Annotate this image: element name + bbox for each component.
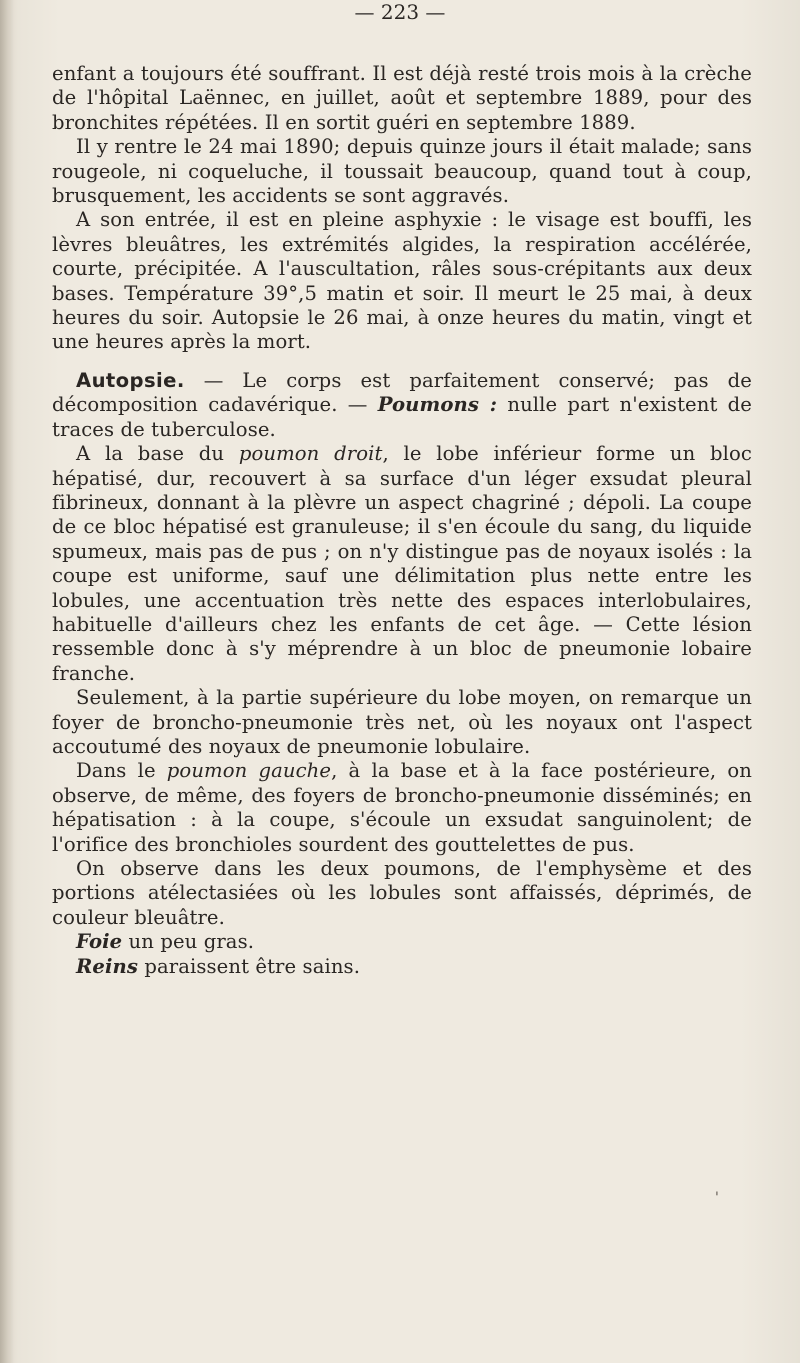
poumon-gauche-lead: Dans le (76, 759, 167, 783)
poumon-droit-paragraph (52, 442, 752, 686)
autopsy-text-1: — Le corps est parfaitement conservé; pas de décomposition cadavérique. — (52, 368, 752, 417)
reins-label: Reins (76, 954, 138, 978)
poumon-gauche-text: , à la base et à la face postérieure, on observe, de même, des foyers de broncho-pneumonie disséminés; en hépatisation : à la coupe, s'écoule un exsudat sanguinolent; de l'orifice des bronchioles sourdent des gouttelettes de pus. (52, 759, 752, 856)
body-text (52, 62, 752, 979)
foie-text: un peu gras. (122, 930, 255, 954)
paragraph-3: A son entrée, il est en pleine asphyxie : le visage est bouffi, les lèvres bleuâtres, les extrémités algides, la respiration accélérée, courte, précipitée. A l'auscultation, râles sous-crépitants aux deux bases. Température 39°,5 matin et soir. Il meurt le 25 mai, à deux heures du soir. Autopsie le 26 mai, à onze heures du matin, vingt et une heures après la mort. (52, 208, 752, 354)
foie-paragraph (52, 930, 752, 954)
stray-mark: ' (715, 1190, 719, 1206)
poumon-gauche-paragraph (52, 759, 752, 857)
poumon-droit-text: , le lobe inférieur forme un bloc hépatisé, dur, recouvert à sa surface d'un léger exsudat pleural fibrineux, donnant à la plèvre un aspect chagriné ; dépoli. La coupe de ce bloc hépatisé est granuleuse; il s'en écoule du sang, du liquide spumeux, mais pas de pus ; on n'y distingue pas de noyaux isolés : la coupe est uniforme, sauf une délimitation plus nette entre les lobules, une accentuation très nette des espaces interlobulaires, habituelle d'ailleurs chez les enfants de cet âge. — Cette lésion ressemble donc à s'y méprendre à un bloc de pneumonie lobaire franche. (52, 442, 752, 685)
seulement-paragraph: Seulement, à la partie supérieure du lobe moyen, on remarque un foyer de broncho-pneumonie très net, où les noyaux ont l'aspect accoutumé des noyaux de pneumonie lobulaire. (52, 686, 752, 758)
autopsy-heading: Autopsie. (76, 368, 185, 392)
poumon-droit-label: poumon droit (238, 442, 383, 466)
poumon-gauche-label: poumon gauche (166, 759, 332, 783)
poumons-heading: Poumons : (377, 393, 498, 417)
emphyseme-paragraph: On observe dans les deux poumons, de l'emphysème et des portions atélectasiées où les lobules sont affaissés, déprimés, de couleur bleuâtre. (52, 857, 752, 929)
paragraph-2: Il y rentre le 24 mai 1890; depuis quinze jours il était malade; sans rougeole, ni coqueluche, il toussait beaucoup, quand tout à coup, brusquement, les accidents se sont aggravés. (52, 135, 752, 208)
reins-paragraph (52, 955, 752, 979)
autopsy-paragraph (52, 369, 752, 442)
page-number: — 223 — (354, 0, 446, 24)
reins-text: paraissent être sains. (137, 954, 361, 978)
foie-label: Foie (76, 930, 123, 954)
paragraph-1: enfant a toujours été souffrant. Il est déjà resté trois mois à la crèche de l'hôpital Laënnec, en juillet, août et septembre 1889, pour des bronchites répétées. Il en sortit guéri en septembre 1889. (52, 62, 752, 134)
binding-edge (0, 0, 14, 1363)
poumon-droit-lead: A la base du (76, 442, 239, 466)
autopsy-text-2: nulle part n'existent de traces de tuberculose. (52, 393, 752, 441)
